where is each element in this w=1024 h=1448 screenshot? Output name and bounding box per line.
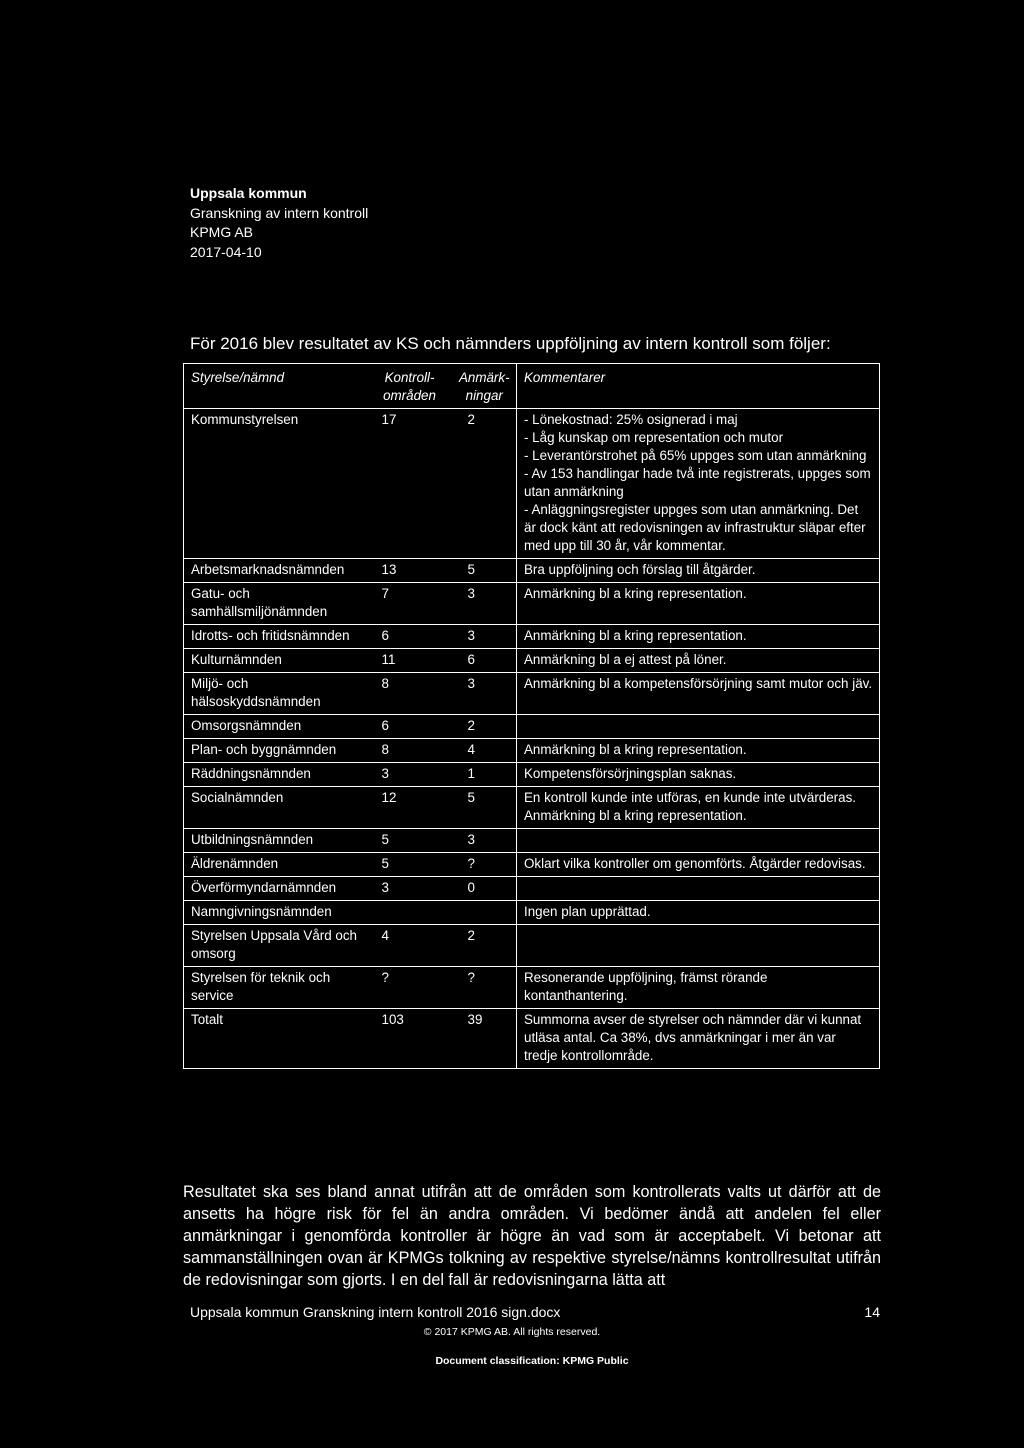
- header-styrelse-namnd: Styrelse/nämnd: [184, 364, 367, 409]
- row-name: Omsorgsnämnden: [184, 715, 367, 739]
- row-name: Miljö- och hälsoskyddsnämnden: [184, 673, 367, 715]
- row-kontrollomraden: 103: [367, 1009, 453, 1069]
- row-comment: Anmärkning bl a kring representation.: [517, 625, 880, 649]
- row-kontrollomraden: 8: [367, 673, 453, 715]
- results-table: [183, 363, 880, 1069]
- row-kontrollomraden: 3: [367, 763, 453, 787]
- page-footer: [190, 1304, 880, 1320]
- table-row: [184, 901, 880, 925]
- header-anmarkningar: Anmärk- ningar: [453, 364, 517, 409]
- document-classification: Document classification: KPMG Public: [435, 1355, 629, 1367]
- header-organization: Uppsala kommun: [190, 185, 307, 201]
- table-row: [184, 787, 880, 829]
- row-name: Styrelsen för teknik och service: [184, 967, 367, 1009]
- row-anmarkningar: 4: [453, 739, 517, 763]
- row-comment: [517, 715, 880, 739]
- row-kontrollomraden: 11: [367, 649, 453, 673]
- row-comment: Oklart vilka kontroller om genomförts. Åtgärder redovisas.: [517, 853, 880, 877]
- header-company: KPMG AB: [190, 224, 254, 240]
- table-header-row: [184, 364, 880, 409]
- row-comment: [517, 829, 880, 853]
- row-anmarkningar: ?: [453, 853, 517, 877]
- table-row: [184, 925, 880, 967]
- table-body: [184, 409, 880, 1069]
- row-anmarkningar: 2: [453, 925, 517, 967]
- row-kontrollomraden: 17: [367, 409, 453, 559]
- row-comment: [517, 925, 880, 967]
- row-kontrollomraden: 7: [367, 583, 453, 625]
- row-comment: Anmärkning bl a kring representation.: [517, 583, 880, 625]
- table-row: [184, 625, 880, 649]
- table-row: [184, 829, 880, 853]
- row-name: Styrelsen Uppsala Vård och omsorg: [184, 925, 367, 967]
- row-anmarkningar: 0: [453, 877, 517, 901]
- table-row: [184, 763, 880, 787]
- row-comment: Summorna avser de styrelser och nämnder där vi kunnat utläsa antal. Ca 38%, dvs anmärkningar i mer än var tredje kontrollområde.: [517, 1009, 880, 1069]
- intro-text: För 2016 blev resultatet av KS och nämnders uppföljning av intern kontroll som följer:: [190, 334, 831, 353]
- row-kontrollomraden: 6: [367, 625, 453, 649]
- row-kontrollomraden: 12: [367, 787, 453, 829]
- header-kommentarer: Kommentarer: [517, 364, 880, 409]
- row-name: Gatu- och samhällsmiljönämnden: [184, 583, 367, 625]
- row-name: Arbetsmarknadsnämnden: [184, 559, 367, 583]
- row-name: Idrotts- och fritidsnämnden: [184, 625, 367, 649]
- row-name: Äldrenämnden: [184, 853, 367, 877]
- footer-filename: Uppsala kommun Granskning intern kontroll 2016 sign.docx: [190, 1304, 561, 1320]
- row-anmarkningar: [453, 901, 517, 925]
- table-row: [184, 559, 880, 583]
- row-comment: Anmärkning bl a kring representation.: [517, 739, 880, 763]
- table-row: [184, 1009, 880, 1069]
- row-name: Socialnämnden: [184, 787, 367, 829]
- row-kontrollomraden: 13: [367, 559, 453, 583]
- header-kontrollomraden: Kontroll- områden: [367, 364, 453, 409]
- row-kontrollomraden: 6: [367, 715, 453, 739]
- header-date: 2017-04-10: [190, 243, 262, 260]
- header-title: Granskning av intern kontroll: [190, 204, 369, 221]
- row-name: Plan- och byggnämnden: [184, 739, 367, 763]
- table-row: [184, 649, 880, 673]
- table-row: [184, 739, 880, 763]
- row-comment: [517, 877, 880, 901]
- page-number: 14: [864, 1304, 880, 1320]
- body-paragraph: Resultatet ska ses bland annat utifrån att de områden som kontrollerats valts ut därför att de ansetts ha högre risk för fel än andra områden. Vi bedömer ändå att andelen fel eller anmärkningar i genomförda kontroller är högre än vad som är acceptabelt. Vi betonar att sammanställningen ovan är KPMGs tolkning av respektive styrelse/nämns kontrollresultat utifrån de redovisningar som gjorts. I en del fall är redovisningarna lätta att: [183, 1183, 881, 1289]
- row-anmarkningar: 2: [453, 715, 517, 739]
- row-name: Överförmyndarnämnden: [184, 877, 367, 901]
- row-name: Namngivningsnämnden: [184, 901, 367, 925]
- row-anmarkningar: 3: [453, 829, 517, 853]
- row-anmarkningar: 5: [453, 559, 517, 583]
- row-comment: - Lönekostnad: 25% osignerad i maj - Låg kunskap om representation och mutor - Leverantörstrohet på 65% uppges som utan anmärkning - Av 153 handlingar hade två inte registrerats, uppges som utan anmärkning - Anläggningsregister uppges som utan anmärkning. Det är dock känt att redovisningen av infrastruktur släpar efter med upp till 30 år, vår kommentar.: [517, 409, 880, 559]
- table-row: [184, 673, 880, 715]
- row-name: Utbildningsnämnden: [184, 829, 367, 853]
- row-name: Kommunstyrelsen: [184, 409, 367, 559]
- row-kontrollomraden: 8: [367, 739, 453, 763]
- row-comment: Bra uppföljning och förslag till åtgärder.: [517, 559, 880, 583]
- row-kontrollomraden: 3: [367, 877, 453, 901]
- row-anmarkningar: ?: [453, 967, 517, 1009]
- table-row: [184, 409, 880, 559]
- row-anmarkningar: 2: [453, 409, 517, 559]
- row-name: Räddningsnämnden: [184, 763, 367, 787]
- copyright-notice: © 2017 KPMG AB. All rights reserved.: [423, 1326, 601, 1338]
- row-anmarkningar: 3: [453, 625, 517, 649]
- row-anmarkningar: 5: [453, 787, 517, 829]
- table-row: [184, 715, 880, 739]
- row-kontrollomraden: ?: [367, 967, 453, 1009]
- row-anmarkningar: 6: [453, 649, 517, 673]
- table-row: [184, 583, 880, 625]
- row-kontrollomraden: [367, 901, 453, 925]
- row-anmarkningar: 1: [453, 763, 517, 787]
- row-name: Kulturnämnden: [184, 649, 367, 673]
- row-comment: Kompetensförsörjningsplan saknas.: [517, 763, 880, 787]
- table-row: [184, 877, 880, 901]
- row-kontrollomraden: 4: [367, 925, 453, 967]
- document-header: [190, 184, 368, 262]
- row-kontrollomraden: 5: [367, 829, 453, 853]
- row-comment: Resonerande uppföljning, främst rörande kontanthantering.: [517, 967, 880, 1009]
- row-anmarkningar: 3: [453, 583, 517, 625]
- row-comment: Anmärkning bl a kompetensförsörjning samt mutor och jäv.: [517, 673, 880, 715]
- row-anmarkningar: 39: [453, 1009, 517, 1069]
- table-row: [184, 853, 880, 877]
- row-anmarkningar: 3: [453, 673, 517, 715]
- row-name: Totalt: [184, 1009, 367, 1069]
- table-row: [184, 967, 880, 1009]
- row-kontrollomraden: 5: [367, 853, 453, 877]
- row-comment: Ingen plan upprättad.: [517, 901, 880, 925]
- row-comment: En kontroll kunde inte utföras, en kunde inte utvärderas. Anmärkning bl a kring representation.: [517, 787, 880, 829]
- row-comment: Anmärkning bl a ej attest på löner.: [517, 649, 880, 673]
